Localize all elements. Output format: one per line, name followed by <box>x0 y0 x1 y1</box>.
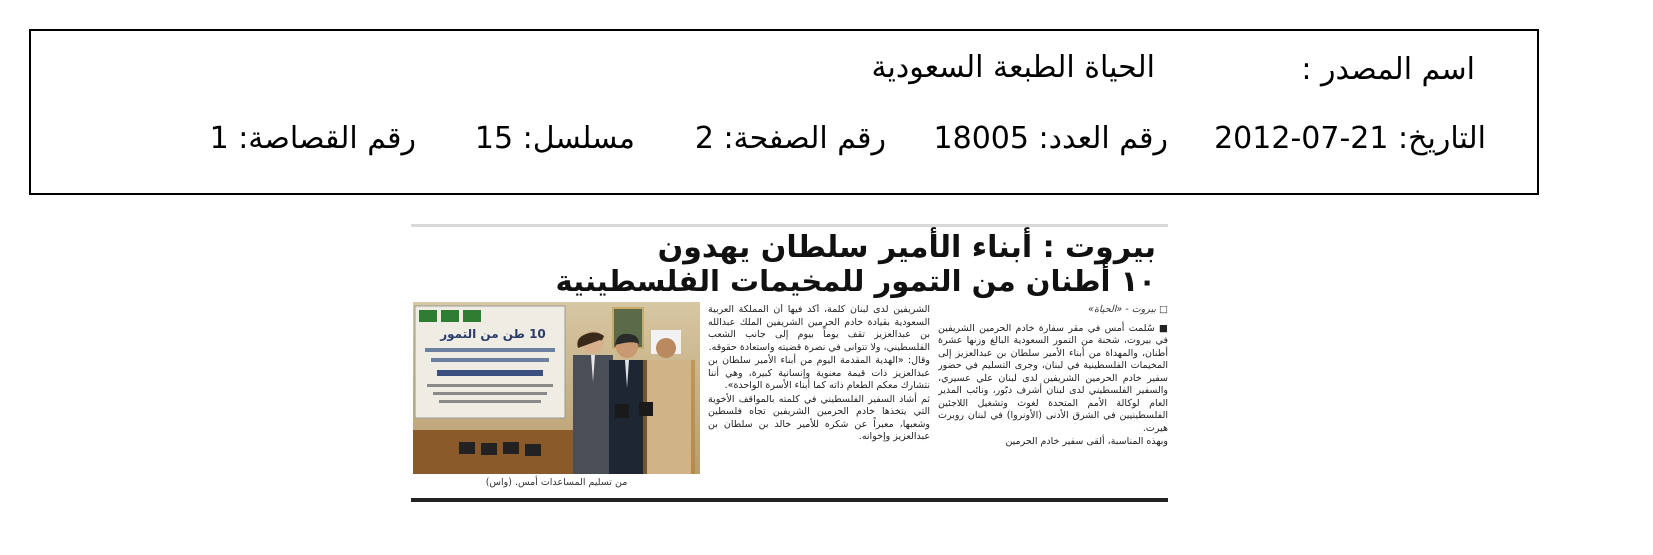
issue-field: رقم العدد: 18005 <box>933 121 1168 156</box>
photo-caption: من تسليم المساعدات أمس. (واس) <box>485 477 628 488</box>
paragraph: الشريفين لدى لبنان كلمة، أكد فيها أن المملكة العربية السعودية بقيادة خادم الحرمين الشريفين الملك عبدالله بن عبدالعزيز تقف يوماً بيوم إلى جانب الشعب الفلسطيني، ولا تتوانى في نصرة قضيته واستعادة حقوقه. <box>708 304 930 353</box>
article-photo <box>413 302 700 474</box>
serial-field: مسلسل: 15 <box>474 121 635 156</box>
paragraph: ثم أشاد السفير الفلسطيني في كلمته بالمواقف الأخوية التي يتخذها خادم الحرمين الشريفين تجاه فلسطين وشعبها، معبراً عن شكره للأمير خالد بن سلطان بن عبدالعزيز وإخوانه. <box>708 393 930 442</box>
paragraph: ■ سُلمت أمس في مقر سفارة خادم الحرمين الشريفين في بيروت، شحنة من التمور السعودية البالغ وزنها عشرة أطنان، والمهداة من أبناء الأمير سلطان بن عبدالعزيز إلى المخيمات الفلسطينية في لبنان، وجرى التسليم في حضور سفير خادم الحرمين الشريفين لدى لبنان علي عسيري، والسفير الفلسطيني لدى لبنان أشرف دبّور، ونائب المدير العام لوكالة الأمم المتحدة لغوث وتشغيل اللاجئين الفلسطينيين في الشرق الأدنى (الأونروا) في لبنان روبرت هيرت. <box>938 322 1168 434</box>
article-column-right <box>938 304 1168 494</box>
clip-number-field: رقم القصاصة: 1 <box>209 121 416 156</box>
photo-banner-text: 10 طن من التمور <box>440 327 546 341</box>
date-field: التاريخ: 21-07-2012 <box>1214 121 1486 156</box>
paragraph: وبهذه المناسبة، ألقى سفير خادم الحرمين <box>1005 436 1168 447</box>
headline-line-1: بيروت : أبناء الأمير سلطان يهدون <box>657 230 1156 265</box>
headline-line-2: ١٠ أطنان من التمور للمخيمات الفلسطينية <box>555 264 1156 298</box>
photo-illustration <box>413 302 700 474</box>
clip-top-border <box>411 224 1168 227</box>
source-value: الحياة الطبعة السعودية <box>871 50 1155 85</box>
article-column-middle <box>708 304 930 494</box>
newspaper-clipping <box>411 224 1168 506</box>
source-label: اسم المصدر : <box>1301 52 1475 87</box>
paragraph: وقال: «الهدية المقدمة اليوم من أبناء الأمير سلطان بن عبدالعزيز ذات قيمة معنوية وإنسانية كبيرة، وهي أننا نتشارك معكم الطعام ذاته كما أبناء الأسرة الواحدة». <box>708 355 930 391</box>
page-field: رقم الصفحة: 2 <box>694 121 886 156</box>
byline: □ بيروت - «الحياة» <box>1088 304 1168 315</box>
clip-bottom-rule <box>411 498 1168 502</box>
